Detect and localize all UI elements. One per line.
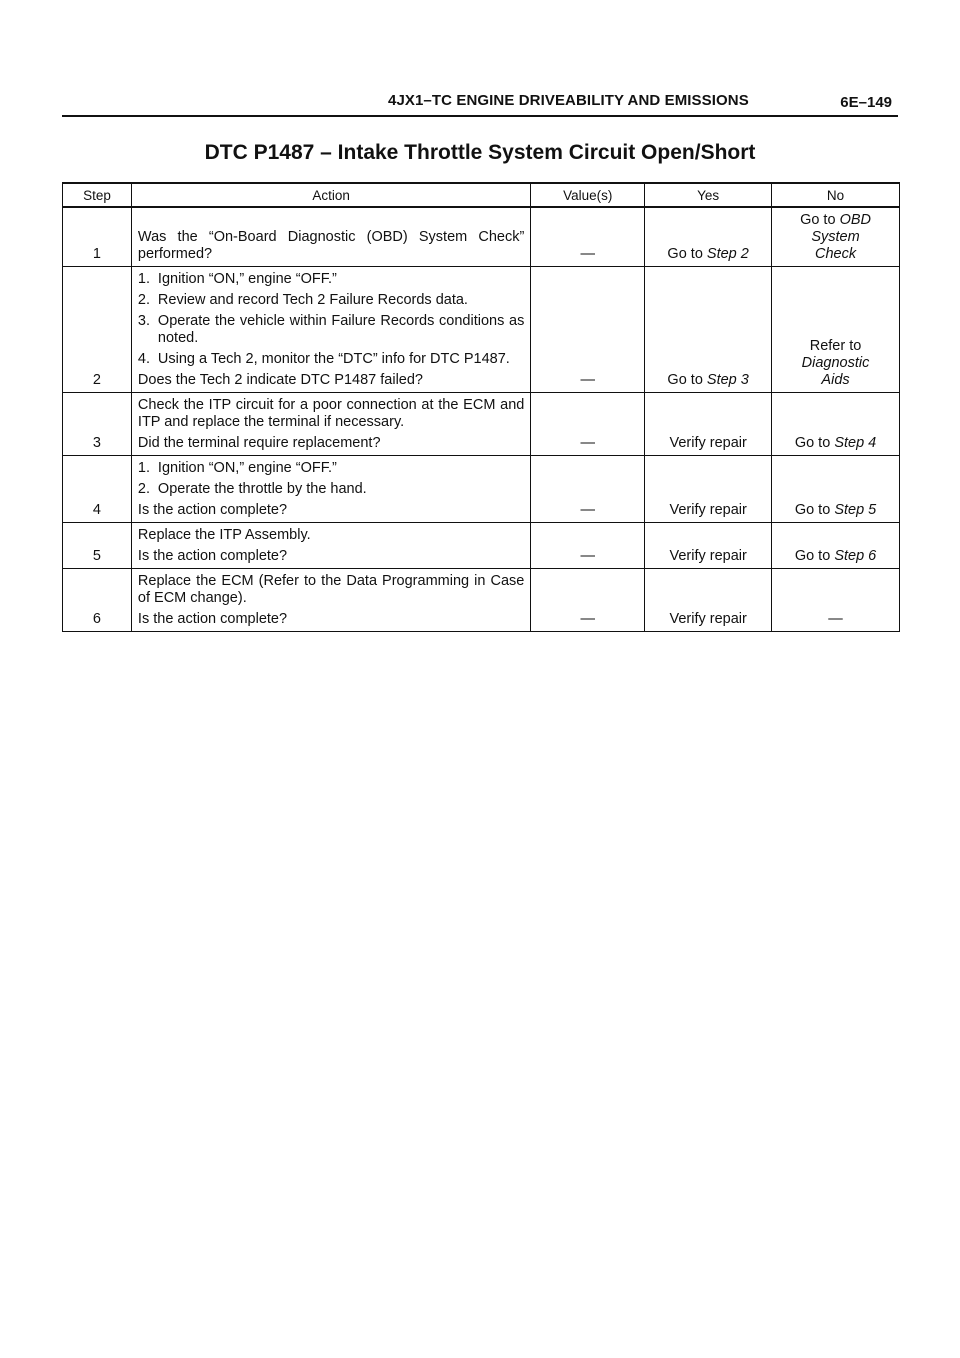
no-link[interactable]: Step 4 xyxy=(834,435,877,451)
diagnostic-table xyxy=(62,182,900,632)
yes-text: Verify repair xyxy=(669,502,747,518)
action-list-item xyxy=(138,351,524,368)
no-cell xyxy=(772,267,900,393)
list-text: Review and record Tech 2 Failure Records data. xyxy=(157,292,468,308)
column-header-action: Action xyxy=(131,183,530,207)
no-text xyxy=(778,212,893,263)
action-question: Is the action complete? xyxy=(137,548,288,564)
action-list-item xyxy=(138,292,524,309)
table-row xyxy=(63,569,900,632)
yes-text: Verify repair xyxy=(669,548,747,564)
page-header xyxy=(62,84,898,117)
step-number: 3 xyxy=(63,393,132,456)
action-cell xyxy=(131,393,530,456)
no-link[interactable]: Step 5 xyxy=(834,502,877,518)
step-number: 5 xyxy=(63,523,132,569)
no-link[interactable]: Aids xyxy=(821,372,850,388)
action-cell xyxy=(131,523,530,569)
yes-cell xyxy=(645,569,772,632)
step-number: 4 xyxy=(63,456,132,523)
no-cell xyxy=(772,523,900,569)
action-cell xyxy=(131,207,530,267)
action-cell xyxy=(131,456,530,523)
no-text: — xyxy=(828,611,843,627)
action-list-item xyxy=(138,460,524,477)
step-number: 2 xyxy=(63,267,132,393)
no-lead: Go to OBD xyxy=(800,212,871,228)
value-cell: — xyxy=(531,207,645,267)
no-cell xyxy=(772,393,900,456)
column-header-step: Step xyxy=(63,183,132,207)
action-text: Replace the ITP Assembly. xyxy=(137,527,311,543)
no-link[interactable]: Check xyxy=(814,246,857,262)
action-text: Check the ITP circuit for a poor connection at the ECM and ITP and replace the terminal if necessary. xyxy=(137,397,525,430)
yes-text: Verify repair xyxy=(669,611,747,627)
table-row xyxy=(63,456,900,523)
yes-cell xyxy=(645,456,772,523)
no-text: Go to Step 5 xyxy=(794,502,877,518)
action-question: Does the Tech 2 indicate DTC P1487 failed? xyxy=(137,372,423,388)
list-number: 1. xyxy=(137,460,151,476)
list-text: Operate the vehicle within Failure Records conditions as noted. xyxy=(157,313,525,346)
action-cell xyxy=(131,569,530,632)
section-title: 4JX1–TC ENGINE DRIVEABILITY AND EMISSIONS xyxy=(388,92,749,109)
no-cell xyxy=(772,569,900,632)
yes-text: Go to Step 2 xyxy=(667,246,749,262)
list-text: Ignition “ON,” engine “OFF.” xyxy=(157,460,337,476)
list-text: Using a Tech 2, monitor the “DTC” info for DTC P1487. xyxy=(157,351,510,367)
yes-text: Go to Step 3 xyxy=(667,372,749,388)
list-text: Operate the throttle by the hand. xyxy=(157,481,367,497)
no-cell xyxy=(772,207,900,267)
page-number: 6E–149 xyxy=(840,94,892,111)
list-number: 2. xyxy=(137,292,151,308)
action-cell xyxy=(131,267,530,393)
list-number: 1. xyxy=(137,271,151,287)
step-number: 1 xyxy=(63,207,132,267)
action-question: Is the action complete? xyxy=(137,611,288,627)
yes-cell xyxy=(645,393,772,456)
action-list-item xyxy=(138,271,524,288)
table-row xyxy=(63,523,900,569)
action-text: Was the “On-Board Diagnostic (OBD) System Check” performed? xyxy=(137,229,525,262)
table-row xyxy=(63,207,900,267)
action-list-item xyxy=(138,313,524,347)
action-text: Replace the ECM (Refer to the Data Programming in Case of ECM change). xyxy=(137,573,525,606)
table-row xyxy=(63,267,900,393)
yes-cell xyxy=(645,207,772,267)
no-text xyxy=(778,338,893,389)
table-row xyxy=(63,393,900,456)
no-cell xyxy=(772,456,900,523)
page-title: DTC P1487 – Intake Throttle System Circuit Open/Short xyxy=(204,141,756,164)
no-text: Go to Step 6 xyxy=(794,548,877,564)
yes-text: Verify repair xyxy=(669,435,747,451)
action-question: Is the action complete? xyxy=(137,502,288,518)
yes-link[interactable]: Step 2 xyxy=(706,246,749,262)
no-link[interactable]: OBD xyxy=(839,212,871,228)
no-link[interactable]: Diagnostic xyxy=(801,355,870,371)
list-number: 2. xyxy=(137,481,151,497)
no-link[interactable]: System xyxy=(811,229,860,245)
value-cell: — xyxy=(531,523,645,569)
action-list-item xyxy=(138,481,524,498)
column-header-yes: Yes xyxy=(645,183,772,207)
value-cell: — xyxy=(531,456,645,523)
list-number: 4. xyxy=(137,351,151,367)
value-cell: — xyxy=(531,393,645,456)
yes-link[interactable]: Step 3 xyxy=(706,372,749,388)
yes-cell xyxy=(645,267,772,393)
no-text: Go to Step 4 xyxy=(794,435,877,451)
list-number: 3. xyxy=(137,313,151,329)
column-header-no: No xyxy=(772,183,900,207)
action-question: Did the terminal require replacement? xyxy=(137,435,381,451)
value-cell: — xyxy=(531,569,645,632)
yes-cell xyxy=(645,523,772,569)
no-lead: Refer to xyxy=(809,338,862,354)
column-header-values: Value(s) xyxy=(531,183,645,207)
table-header-row xyxy=(63,183,900,207)
value-cell: — xyxy=(531,267,645,393)
list-text: Ignition “ON,” engine “OFF.” xyxy=(157,271,337,287)
no-link[interactable]: Step 6 xyxy=(834,548,877,564)
step-number: 6 xyxy=(63,569,132,632)
